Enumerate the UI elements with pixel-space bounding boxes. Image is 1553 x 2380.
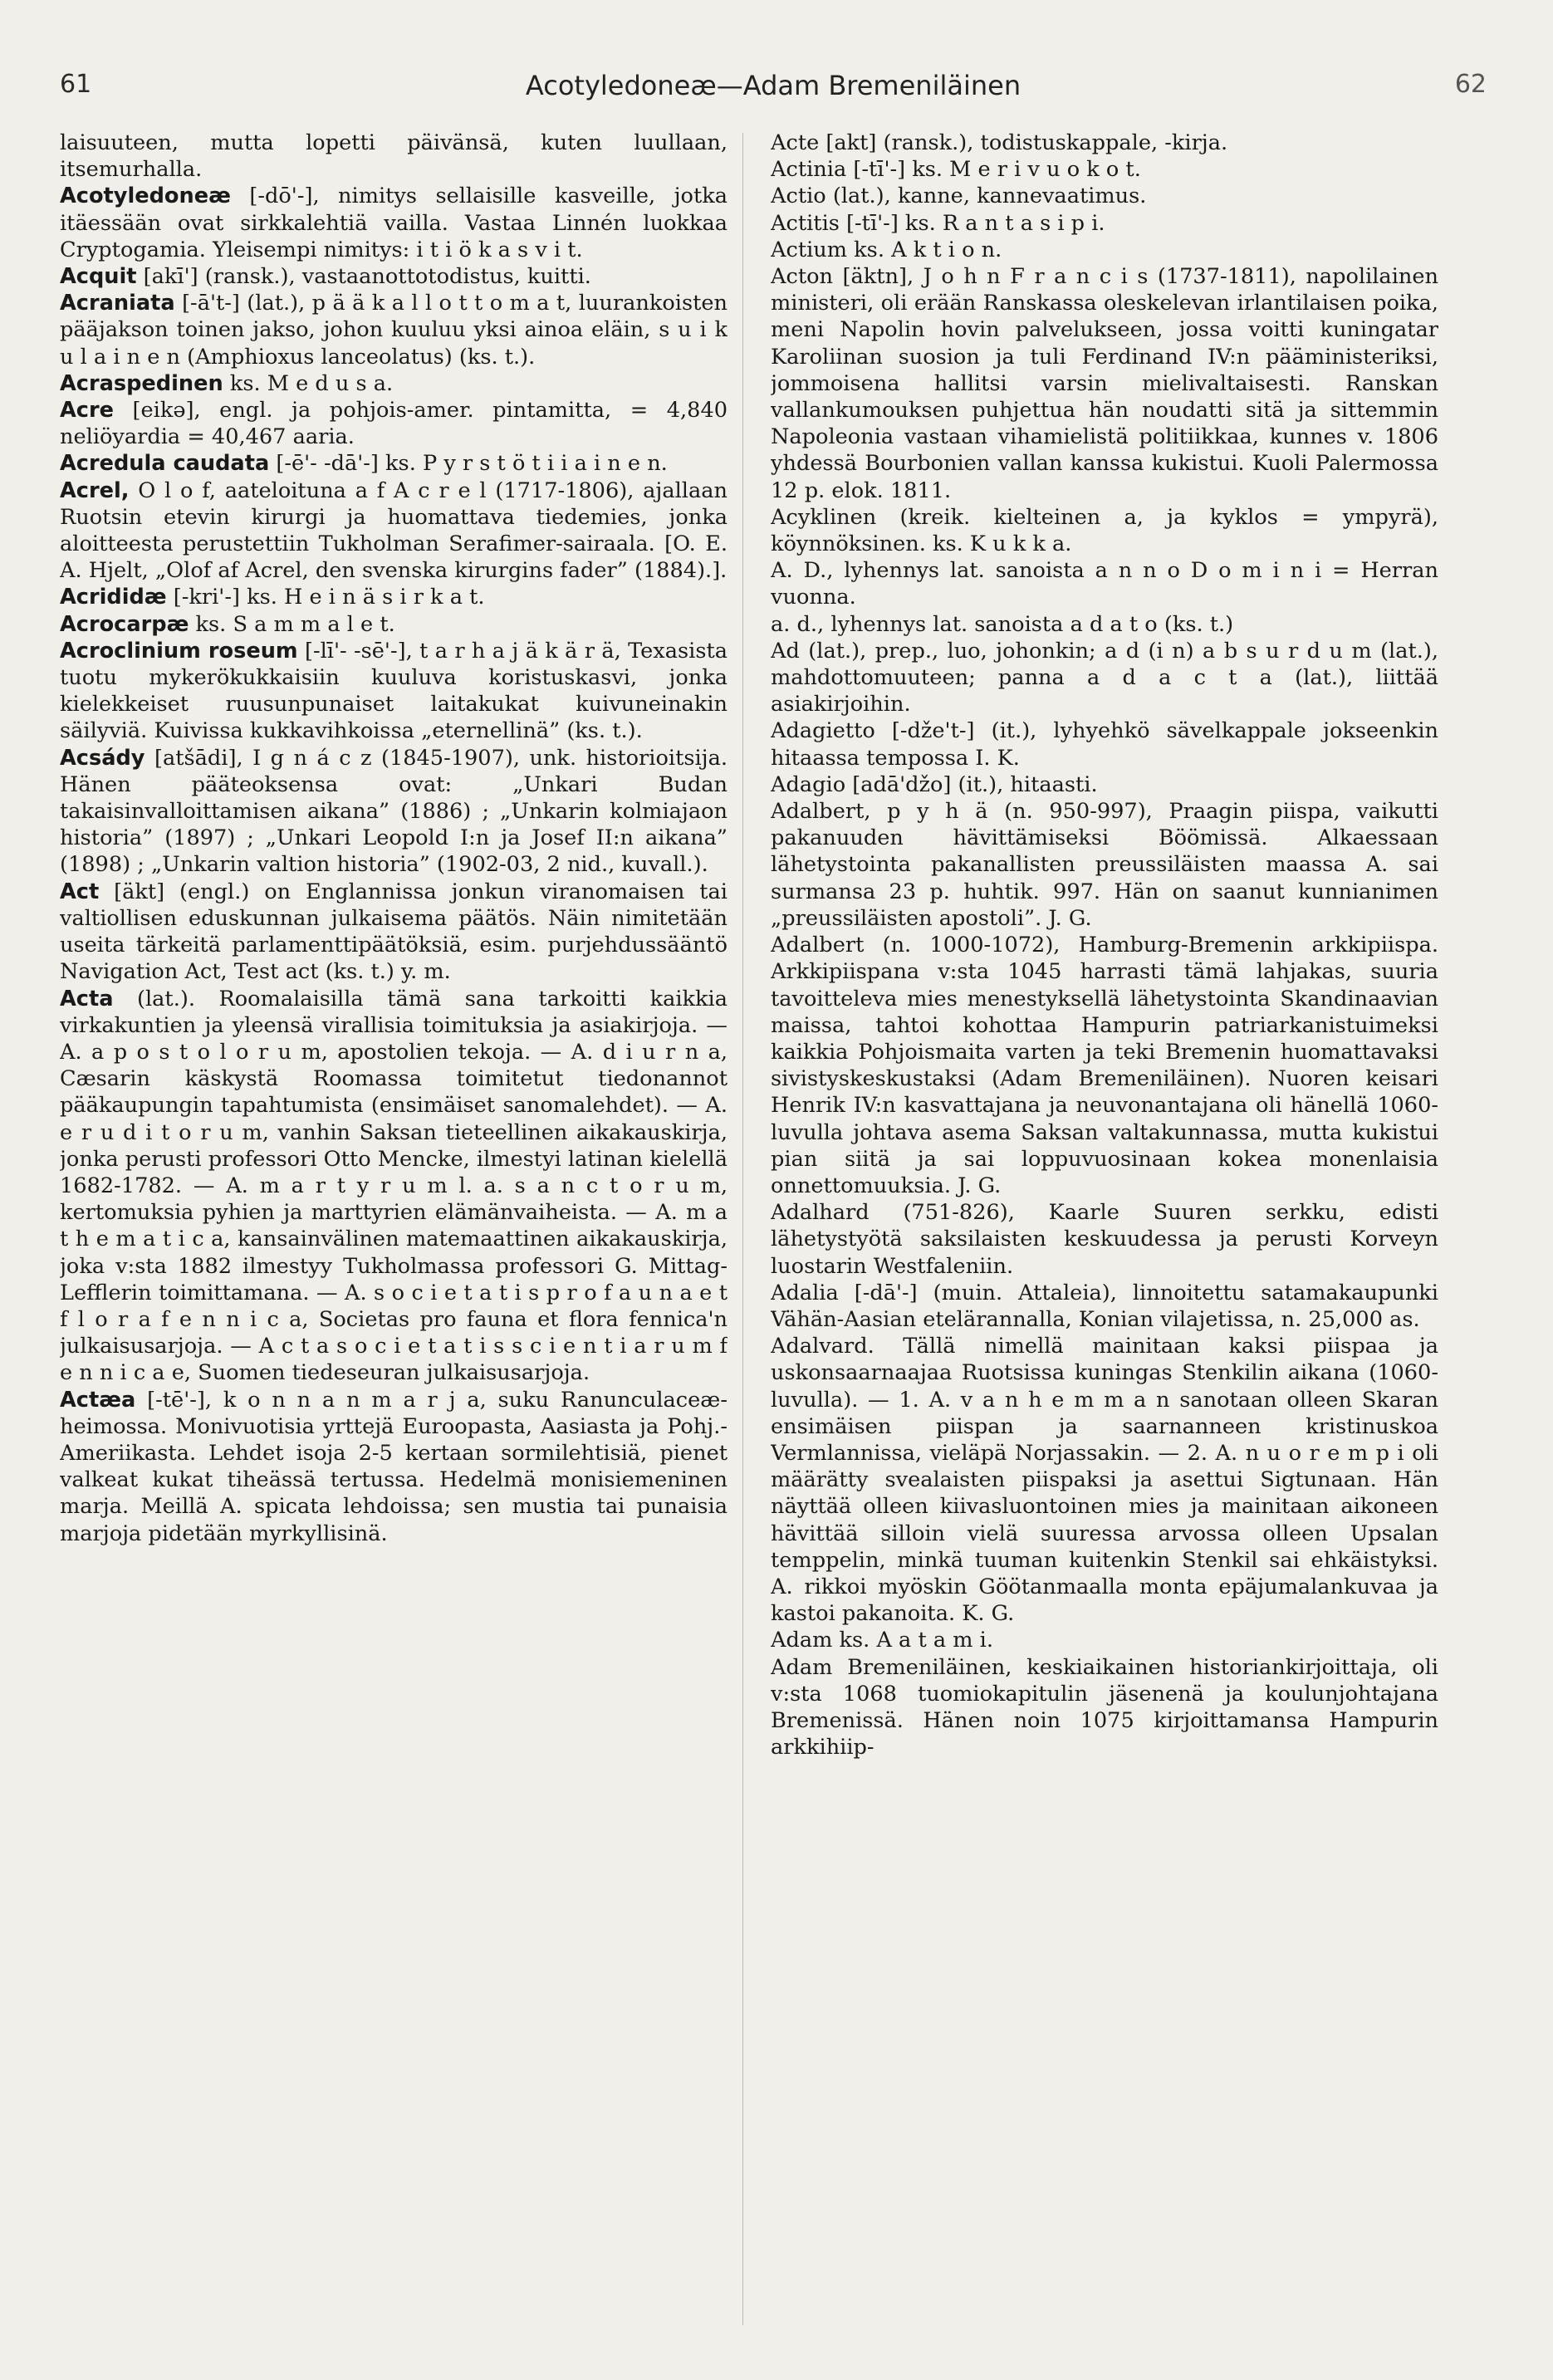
dictionary-entry xyxy=(771,210,1438,237)
entry-text: Acte [akt] (ransk.), todistuskappale, -kirja. xyxy=(771,130,1228,155)
entry-text: Adalhard (751-826), Kaarle Suuren serkku, edisti lähetystyötä saksilaisten keskuudessa ja perusti Korveyn luostarin Westfaleniin. xyxy=(771,1200,1438,1279)
dictionary-entry xyxy=(771,1627,1438,1653)
dictionary-entry xyxy=(771,771,1438,798)
entry-headword: Acta xyxy=(60,986,114,1011)
right-column xyxy=(771,130,1438,2338)
entry-text: Adalvard. Tällä nimellä mainitaan kaksi piispaa ja uskonsaarnaajaa Ruotsissa kuningas Stenkilin aikana (1060-luvulla). — 1. A. v a n h e m m a n sanotaan olleen Skaran ensimäisen piispan ja saarnanneen kristinuskoa Vermlannissa, vieläpä Norjassakin. — 2. A. n u o r e m p i oli määrätty svealaisten piispaksi ja asettui Sigtunaan. Hän näyttää olleen kiivasluontoinen mies ja mainitaan aikoneen hävittää silloin vielä suuressa arvossa olleen Upsalan temppelin, minkä tuuman kuitenkin Stenkil sai ehkäistyksi. A. rikkoi myöskin Göötanmaalla monta epäjumalankuvaa ja kastoi pakanoita. K. G. xyxy=(771,1334,1438,1627)
entry-headword: Acre xyxy=(60,398,114,424)
dictionary-entry xyxy=(771,504,1438,557)
entry-text: Adagietto [-dže't-] (it.), lyhyehkö sävelkappale jokseenkin hitaassa tempossa I. K. xyxy=(771,718,1438,771)
dictionary-entry xyxy=(771,183,1438,209)
entry-text: [-lī'- -sē'-], t a r h a j ä k ä r ä, Texasista tuotu mykerökukkaisiin kuuluva koristuskasvi, jonka kielekkeiset ruusunpunaiset laitakukat kuivuneinakin säilyviä. Kuivissa kukkavihkoissa „eternellinä” (ks. t.). xyxy=(60,638,728,744)
page-header xyxy=(60,70,1487,111)
entry-headword: Acroclinium roseum xyxy=(60,638,298,664)
dictionary-entry xyxy=(60,130,728,183)
entry-headword: Act xyxy=(60,879,100,904)
entry-text: Adam Bremeniläinen, keskiaikainen historiankirjoittaja, oli v:sta 1068 tuomiokapitulin jäsenenä ja koulunjohtajana Bremenissä. Hänen noin 1075 kirjoittamansa Hampurin arkkihiip- xyxy=(771,1654,1438,1761)
dictionary-entry xyxy=(771,1654,1438,1761)
dictionary-entry xyxy=(771,932,1438,1199)
entry-text: Actio (lat.), kanne, kannevaatimus. xyxy=(771,184,1147,209)
entry-text: Adalbert (n. 1000-1072), Hamburg-Bremenin arkkipiispa. Arkkipiispana v:sta 1045 harrasti tämä lahjakas, suuria tavoitteleva mies menestyksellä lähetystointa Skandinaavian maissa, tahtoi kohottaa Hampurin patriarkanistuimeksi kaikkia Pohjoismaita varten ja teki Bremenin huomattavaksi sivistyskeskustaksi (Adam Bremeniläinen). Nuoren keisari Henrik IV:n kasvattajana ja neuvonantajana oli hänellä 1060-luvulla johtava asema Saksan valtakunnassa, mutta kukistui pian siitä ja sai loppuvuosinaan kokea monenlaisia onnettomuuksia. J. G. xyxy=(771,933,1438,1198)
dictionary-entry xyxy=(60,638,728,745)
dictionary-entry xyxy=(60,370,728,397)
entry-text: [äkt] (engl.) on Englannissa jonkun viranomaisen tai valtiollisen eduskunnan julkaisema päätös. Näin nimitetään useita tärkeitä parlamenttipäätöksiä, esim. purjehdussääntö Navigation Act, Test act (ks. t.) y. m. xyxy=(60,879,728,985)
entry-headword: Acquit xyxy=(60,264,137,290)
entry-text: Ad (lat.), prep., luo, johonkin; a d (i n) a b s u r d u m (lat.), mahdottomuuteen; panna a d a c t a (lat.), liittää asiakirjoihin. xyxy=(771,638,1438,717)
column-divider xyxy=(742,133,743,2325)
entry-text: Adagio [adā'džo] (it.), hitaasti. xyxy=(771,771,1098,797)
dictionary-entry xyxy=(60,584,728,610)
dictionary-entry xyxy=(771,611,1438,638)
entry-text: Acton [äktn], J o h n F r a n c i s (1737-1811), napolilainen ministeri, oli erään Ranskassa oleskelevan irlantilaisen poika, meni Napolin hovin palvelukseen, jossa voitti kuningatar Karoliinan suosion ja tuli Ferdinand IV:n pääministeriksi, jommoisena hallitsi varsin mielivaltaisesti. Ranskan vallankumouksen puhjettua hän noudatti sitä ja sittemmin Napoleonia vastaan vihamielistä politiikkaa, kunnes v. 1806 yhdessä Bourbonien vallan kanssa kukistui. Kuoli Palermossa 12 p. elok. 1811. xyxy=(771,264,1438,503)
entry-text: (lat.). Roomalaisilla tämä sana tarkoitti kaikkia virkakuntien ja yleensä virallisia toimituksia ja asiakirjoja. — A. a p o s t o l o r u m, apostolien tekoja. — A. d i u r n a, Cæsarin käskystä Roomassa toimitetut tiedonannot pääkaupungin tapahtumista (ensimäiset sanomalehdet). — A. e r u d i t o r u m, vanhin Saksan tieteellinen aikakauskirja, jonka perusti professori Otto Mencke, ilmestyi latinan kielellä 1682-1782. — A. m a r t y r u m l. a. s a n c t o r u m, kertomuksia pyhien ja marttyrien elämänvaiheista. — A. m a t h e m a t i c a, kansainvälinen matemaattinen aikakauskirja, joka v:sta 1882 ilmestyy Tukholmassa professori G. Mittag-Lefflerin toimittamana. — A. s o c i e t a t i s p r o f a u n a e t f l o r a f e n n i c a, Societas pro fauna et flora fennica'n julkaisusarjoja. — A c t a s o c i e t a t i s s c i e n t i a r u m f e n n i c a e, Suomen tiedeseuran julkaisusarjoja. xyxy=(60,986,728,1386)
entry-text: [-ē'- -dā'-] ks. P y r s t ö t i i a i n e n. xyxy=(276,451,668,477)
entry-text: [akī'] (ransk.), vastaanottotodistus, kuitti. xyxy=(143,264,591,290)
dictionary-entry xyxy=(60,879,728,986)
entry-text: Acyklinen (kreik. kielteinen a, ja kyklos = ympyrä), köynnöksinen. ks. K u k k a. xyxy=(771,504,1438,557)
entry-text: A. D., lyhennys lat. sanoista a n n o D o m i n i = Herran vuonna. xyxy=(771,558,1438,610)
dictionary-entry xyxy=(60,1387,728,1547)
entry-text: [-tē'-], k o n n a n m a r j a, suku Ranunculaceæ-heimossa. Monivuotisia yrttejä Euroopasta, Aasiasta ja Pohj.-Ameriikasta. Lehdet isoja 2-5 kertaan sormilehtisiä, pienet valkeat kukat tiheässä tertussa. Hedelmä monisiemeninen marja. Meillä A. spicata lehdoissa; sen mustia tai punaisia marjoja pidetään myrkyllisinä. xyxy=(60,1387,728,1546)
dictionary-entry xyxy=(60,477,728,585)
dictionary-entry xyxy=(60,397,728,450)
entry-text: Actium ks. A k t i o n. xyxy=(771,237,1002,262)
dictionary-entry xyxy=(771,1333,1438,1627)
entry-text: Actinia [-tī'-] ks. M e r i v u o k o t. xyxy=(771,157,1141,183)
entry-text: [-ā't-] (lat.), p ä ä k a l l o t t o m a t, luurankoisten pääjakson toinen jakso, johon kuuluu yksi ainoa eläin, s u i k u l a i n e n (Amphioxus lanceolatus) (ks. t.). xyxy=(60,291,728,370)
entry-headword: Acsády xyxy=(60,745,145,771)
dictionary-entry xyxy=(771,1280,1438,1333)
dictionary-entry xyxy=(771,156,1438,183)
entry-headword: Acrel, xyxy=(60,477,130,503)
dictionary-entry xyxy=(60,450,728,477)
entry-text: ks. M e d u s a. xyxy=(229,370,394,396)
dictionary-entry xyxy=(60,611,728,638)
dictionary-entry xyxy=(771,638,1438,718)
dictionary-entry xyxy=(60,745,728,879)
entry-text: laisuuteen, mutta lopetti päivänsä, kuten luullaan, itsemurhalla. xyxy=(60,130,728,183)
entry-text: Adam ks. A a t a m i. xyxy=(771,1628,993,1653)
entry-text: Actitis [-tī'-] ks. R a n t a s i p i. xyxy=(771,210,1105,236)
dictionary-entry xyxy=(771,557,1438,610)
dictionary-entry xyxy=(771,717,1438,771)
entry-headword: Acrididæ xyxy=(60,585,167,610)
entry-text: ks. S a m m a l e t. xyxy=(195,611,395,637)
dictionary-entry xyxy=(60,290,728,370)
entry-headword: Acraspedinen xyxy=(60,370,223,396)
dictionary-entry xyxy=(771,130,1438,156)
page-number-right: 62 xyxy=(1454,70,1487,99)
running-title: Acotyledoneæ—Adam Bremeniläinen xyxy=(525,70,1021,101)
page-number-left: 61 xyxy=(60,70,92,99)
entry-text: Adalbert, p y h ä (n. 950-997), Praagin piispa, vaikutti pakanuuden hävittämiseksi Böömissä. Alkaessaan lähetystointa pakanallisten preussiläisten maassa A. sai surmansa 23 p. huhtik. 997. Hän on saanut kunnianimen „preussiläisten apostoli”. J. G. xyxy=(771,799,1438,931)
entry-text: [-dō'-], nimitys sellaisille kasveille, jotka itäessään ovat sirkkalehtiä vailla. Vastaa Linnén luokkaa Cryptogamia. Yleisempi nimitys: i t i ö k a s v i t. xyxy=(60,184,728,262)
dictionary-entry xyxy=(771,1199,1438,1280)
entry-headword: Actæa xyxy=(60,1387,136,1413)
entry-headword: Acrocarpæ xyxy=(60,611,189,637)
dictionary-entry xyxy=(771,263,1438,504)
entry-headword: Acotyledoneæ xyxy=(60,184,231,209)
left-column xyxy=(60,130,728,2338)
dictionary-entry xyxy=(60,183,728,263)
dictionary-entry xyxy=(771,798,1438,932)
dictionary-entry xyxy=(771,237,1438,263)
entry-text: [-kri'-] ks. H e i n ä s i r k a t. xyxy=(173,585,485,610)
dictionary-entry xyxy=(60,986,728,1387)
entry-text: [atšādi], I g n á c z (1845-1907), unk. historioitsija. Hänen pääteoksensa ovat: „Unkari Budan takaisinvalloittamisen aikana” (1886) ; „Unkarin kolmiajaon historia” (1897) ; „Unkari Leopold I:n ja Josef II:n aikana” (1898) ; „Unkarin valtion historia” (1902-03, 2 nid., kuvall.). xyxy=(60,745,728,878)
dictionary-entry xyxy=(60,263,728,290)
entry-headword: Acraniata xyxy=(60,291,175,316)
entry-text: [eikə], engl. ja pohjois-amer. pintamitta, = 4,840 neliöyardia = 40,467 aaria. xyxy=(60,398,728,450)
entry-text: O l o f, aateloituna a f A c r e l (1717-1806), ajallaan Ruotsin etevin kirurgi ja huomattava tiedemies, jonka aloitteesta perustettiin Tukholman Serafimer-sairaala. [O. E. A. Hjelt, „Olof af Acrel, den svenska kirurgins fader” (1884).]. xyxy=(60,477,728,584)
entry-headword: Acredula caudata xyxy=(60,451,270,477)
entry-text: a. d., lyhennys lat. sanoista a d a t o (ks. t.) xyxy=(771,611,1234,637)
entry-text: Adalia [-dā'-] (muin. Attaleia), linnoitettu satamakaupunki Vähän-Aasian etelärannalla, Konian vilajetissa, n. 25,000 as. xyxy=(771,1280,1438,1332)
